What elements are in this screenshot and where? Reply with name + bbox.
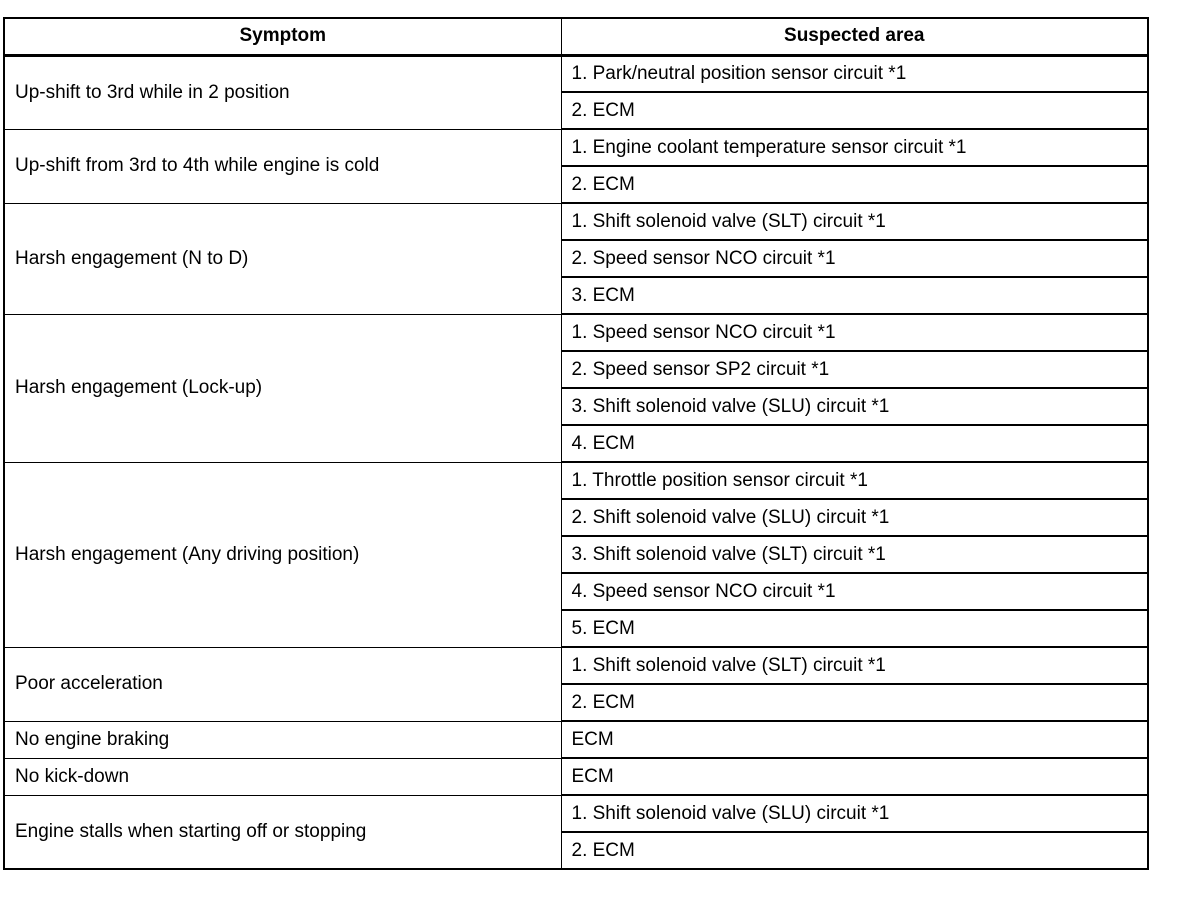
suspected-area-cell: 4. ECM [561, 425, 1148, 462]
symptom-cell: Poor acceleration [4, 647, 561, 721]
suspected-area-cell: 2. ECM [561, 832, 1148, 869]
table-row [4, 314, 1148, 351]
suspected-area-cell: 2. Speed sensor NCO circuit *1 [561, 240, 1148, 277]
suspected-area-cell: 5. ECM [561, 610, 1148, 647]
table-row [4, 462, 1148, 499]
table-row [4, 721, 1148, 758]
header-suspected-area: Suspected area [561, 18, 1148, 55]
suspected-area-cell: 4. Speed sensor NCO circuit *1 [561, 573, 1148, 610]
header-symptom: Symptom [4, 18, 561, 55]
symptom-cell: Harsh engagement (Lock-up) [4, 314, 561, 462]
suspected-area-cell: 1. Shift solenoid valve (SLT) circuit *1 [561, 647, 1148, 684]
suspected-area-cell: 1. Speed sensor NCO circuit *1 [561, 314, 1148, 351]
symptom-cell: Harsh engagement (Any driving position) [4, 462, 561, 647]
suspected-area-cell: 3. Shift solenoid valve (SLU) circuit *1 [561, 388, 1148, 425]
symptom-cell: Harsh engagement (N to D) [4, 203, 561, 314]
suspected-area-cell: ECM [561, 721, 1148, 758]
suspected-area-cell: 2. Speed sensor SP2 circuit *1 [561, 351, 1148, 388]
table-body [4, 55, 1148, 869]
suspected-area-cell: ECM [561, 758, 1148, 795]
table-row [4, 647, 1148, 684]
suspected-area-cell: 3. Shift solenoid valve (SLT) circuit *1 [561, 536, 1148, 573]
suspected-area-cell: 2. ECM [561, 684, 1148, 721]
table-row [4, 795, 1148, 832]
symptom-cell: No engine braking [4, 721, 561, 758]
symptom-cell: Up-shift from 3rd to 4th while engine is cold [4, 129, 561, 203]
suspected-area-cell: 1. Shift solenoid valve (SLT) circuit *1 [561, 203, 1148, 240]
symptom-cell: No kick-down [4, 758, 561, 795]
suspected-area-cell: 1. Throttle position sensor circuit *1 [561, 462, 1148, 499]
table-row [4, 129, 1148, 166]
suspected-area-cell: 2. Shift solenoid valve (SLU) circuit *1 [561, 499, 1148, 536]
suspected-area-cell: 1. Engine coolant temperature sensor circuit *1 [561, 129, 1148, 166]
table-row [4, 758, 1148, 795]
table-row [4, 203, 1148, 240]
symptom-table [3, 17, 1149, 870]
symptom-cell: Engine stalls when starting off or stopping [4, 795, 561, 869]
suspected-area-cell: 2. ECM [561, 166, 1148, 203]
suspected-area-cell: 2. ECM [561, 92, 1148, 129]
suspected-area-cell: 1. Park/neutral position sensor circuit *1 [561, 55, 1148, 92]
header-row [4, 18, 1148, 55]
suspected-area-cell: 1. Shift solenoid valve (SLU) circuit *1 [561, 795, 1148, 832]
symptom-cell: Up-shift to 3rd while in 2 position [4, 55, 561, 129]
table-row [4, 55, 1148, 92]
suspected-area-cell: 3. ECM [561, 277, 1148, 314]
